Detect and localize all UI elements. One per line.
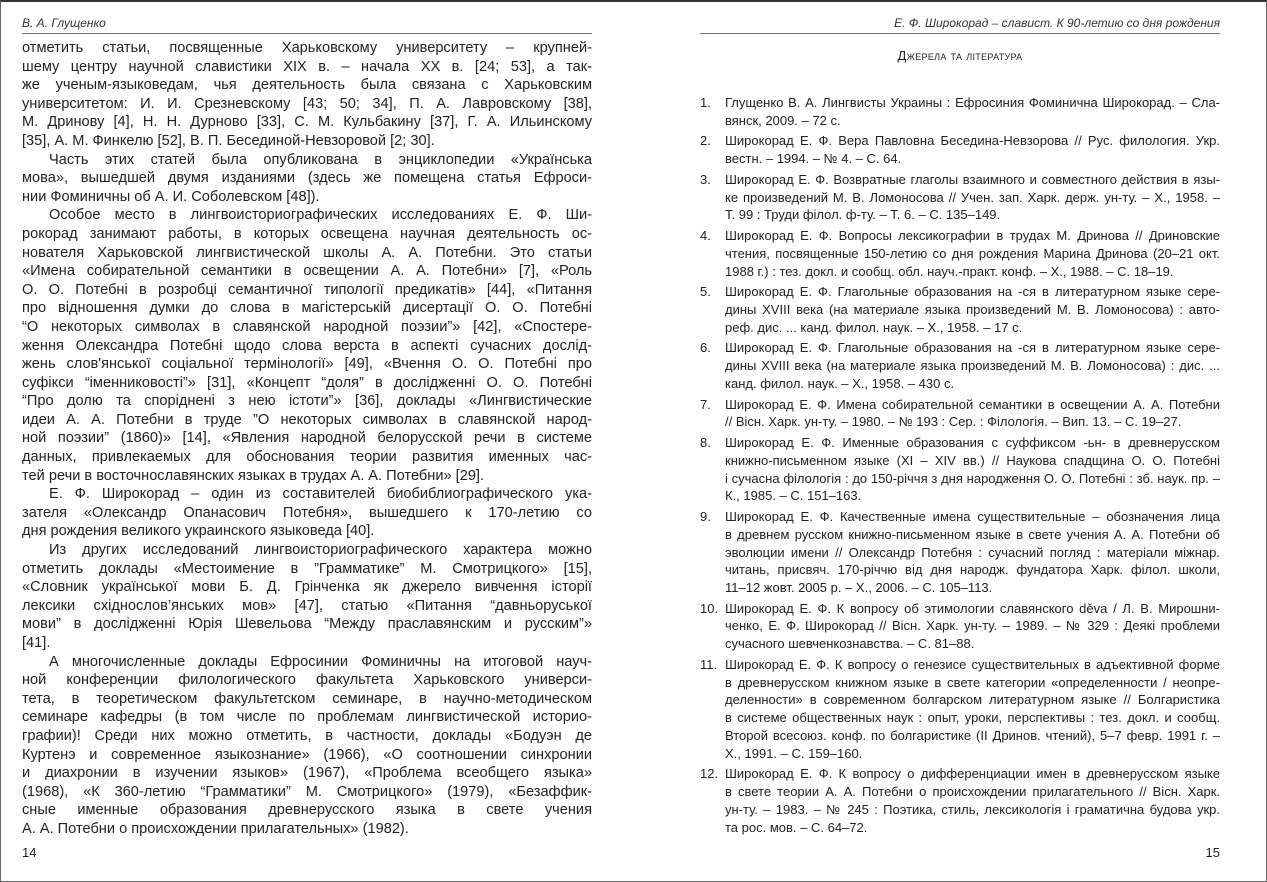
text-line: же ученым-языковедам, чья деятельность была связана с Харьковским	[22, 77, 592, 94]
body-text	[22, 39, 592, 839]
text-line: университетом: И. И. Срезневскому [43; 50; 34], П. А. Лавровскому [38],	[22, 95, 592, 112]
reference-item	[700, 132, 1220, 168]
text-line: А. А. Потебни о происхождении прилагательных» (1982).	[22, 820, 409, 837]
reference-line: ченко, Е. Ф. Широкорад // Вісн. Харк. ун-ту. – 1989. – № 329 : Деякі проблеми	[725, 618, 1220, 634]
reference-list	[700, 94, 1220, 839]
reference-number: 9.	[700, 508, 711, 524]
left-page	[22, 0, 592, 881]
paragraph	[22, 485, 592, 541]
running-head-author: В. А. Глущенко	[22, 16, 592, 34]
text-line: лексики східнослов’янських мов» [47], статью «Питання “давньоруської	[22, 597, 592, 614]
reference-line: Широкорад Е. Ф. К вопросу об этимологии славянского děva / Л. В. Мирошни-	[725, 600, 1220, 616]
reference-item	[700, 600, 1220, 653]
text-line: про відношення думки до слова в магістерській дисертації О. О. Потебні	[22, 300, 592, 317]
reference-line: Широкорад Е. Ф. Возвратные глаголы взаимного и совместного действия в язы-	[725, 171, 1220, 187]
right-page	[700, 0, 1220, 881]
reference-item	[700, 283, 1220, 336]
text-line: графии)! Среди них можно отметить, в частности, доклады «Бодуэн де	[22, 727, 592, 744]
reference-line: 11–12 жовт. 2005 р. – Х., 2006. – С. 105–113.	[725, 580, 993, 596]
text-line: рокорад занимают работы, в которых освещена научная деятельность ос-	[22, 225, 592, 242]
reference-line: канд. филол. наук. – Х., 1958. – 430 с.	[725, 375, 955, 391]
reference-line: Широкорад Е. Ф. К вопросу о дифференциации имен в древнерусском языке	[725, 766, 1220, 782]
text-line: отметить доклады «Местоимение в ”Грамматике” М. Смотрицкого» [15],	[22, 560, 592, 577]
reference-line: в системе общественных наук : опыт, уроки, перспективы : тез. докл. и сообщ.	[725, 710, 1220, 726]
reference-line: Второй всесоюз. конф. по болгаристике (II Дринов. чтений), 5–7 февр. 1991 г. –	[725, 728, 1220, 744]
text-line: суфікси “іменниковості”» [31], «Концепт “доля” в дослідженні О. О. Потебні	[22, 374, 592, 391]
reference-item	[700, 396, 1220, 432]
text-line: тей речи в восточнославянских языках в трудах А. А. Потебни» [29].	[22, 467, 485, 484]
reference-line: Широкорад Е. Ф. Вера Павловна Беседина-Невзорова // Рус. филология. Укр.	[725, 133, 1220, 149]
text-line: и диахронии в изучении языков» (1967), «Проблема всеобщего языка»	[22, 765, 592, 782]
reference-line: Широкорад Е. Ф. Качественные имена существительные – обозначения лица	[725, 508, 1220, 524]
page-number: 14	[22, 845, 37, 860]
reference-line: вестн. – 1994. – № 4. – С. 64.	[725, 151, 902, 167]
reference-line: 1988 г.) : тез. докл. и сообщ. обл. науч.-практ. конф. – Х., 1988. – С. 18–19.	[725, 263, 1174, 279]
reference-item	[700, 171, 1220, 224]
reference-number: 12.	[700, 766, 719, 782]
text-line: Часть этих статей была опубликована в энциклопедии «Українська	[49, 151, 592, 168]
reference-line: дины XVIII века (на материале языка произведений М. В. Ломоносова) : авто-	[725, 301, 1220, 317]
reference-line: Широкорад Е. Ф. Глагольные образования на -ся в литературном языке сере-	[725, 340, 1220, 356]
text-line: [41].	[22, 635, 51, 651]
text-line: “О некоторых символах в славянской народной поэзии”» [42], «Спостере-	[22, 318, 592, 335]
reference-number: 7.	[700, 396, 711, 412]
paragraph	[22, 151, 592, 207]
reference-line: в древнерусском книжном языке в свете категории «определенности / неопре-	[725, 674, 1220, 690]
paragraph	[22, 39, 592, 151]
reference-item	[700, 94, 1220, 130]
reference-number: 5.	[700, 284, 711, 300]
reference-line: і сучасна філологія : до 150-річчя з дня народження О. О. Потебні : зб. наук. пр. –	[725, 470, 1220, 486]
reference-line: в свете теории А. А. Потебни о происхождении прилагательного // Вісн. Харк.	[725, 784, 1220, 800]
text-line: Особое место в лингвоисториографических исследованиях Е. Ф. Ши-	[49, 207, 592, 224]
reference-line: // Вісн. Харк. ун-ту. – 1980. – № 193 : Сер. : Філологія. – Вип. 13. – С. 19–27.	[725, 414, 1182, 430]
reference-line: ун-ту. – 1983. – № 245 : Поэтика, стиль, лексикологія і граматична будова укр.	[725, 802, 1220, 818]
reference-number: 1.	[700, 95, 711, 110]
paragraph	[22, 653, 592, 839]
text-line: ной конференции филологического факультета Харьковского универси-	[22, 672, 592, 689]
reference-line: Х., 1991. – С. 159–160.	[725, 745, 863, 761]
reference-number: 2.	[700, 133, 711, 149]
reference-item	[700, 339, 1220, 392]
text-line: “Про долю та споріднені з нею істоти”» [36], доклады «Лингвистические	[22, 393, 592, 410]
running-head-title: Е. Ф. Широкорад – славист. К 90-летию со дня рождения	[700, 16, 1220, 34]
text-line: [35], А. М. Финкелю [52], В. П. Бесединой-Невзоровой [2; 30].	[22, 132, 435, 149]
text-line: шему центру научной славистики XIX в. – начала XX в. [24; 53], а так-	[22, 58, 592, 75]
reference-line: читань, присвяч. 170-річчю від дня народж. фундатора Харк. філол. школи,	[725, 562, 1220, 578]
reference-item	[700, 434, 1220, 505]
reference-line: сучасного шевченкознавства. – С. 81–88.	[725, 636, 975, 652]
text-line: зателя «Олександр Опанасович Потебня», вышедшего к 170-летию со	[22, 504, 592, 521]
reference-number: 10.	[700, 600, 719, 616]
paragraph	[22, 541, 592, 653]
reference-line: Т. 99 : Труди філол. ф-ту. – Т. 6. – С. 135–149.	[725, 207, 1001, 223]
text-line: идеи А. А. Потебни в труде ”О некоторых символах в славянской народ-	[22, 411, 592, 428]
text-line: нии Фоминичны об А. И. Соболевском [48]).	[22, 188, 320, 205]
text-line: «Словник української мови Б. Д. Грінченка як джерело вивчення історії	[22, 579, 592, 596]
reference-item	[700, 656, 1220, 763]
reference-number: 6.	[700, 340, 711, 356]
text-line: ной поэзии” (1860)» [14], «Явления народной белорусской речи в системе	[22, 430, 592, 447]
reference-line: Широкорад Е. Ф. К вопросу о генезисе существительных в адъективной форме	[725, 656, 1220, 672]
reference-number: 4.	[700, 227, 711, 243]
text-line: ження Олександра Потебні щодо слова верста в аспекті сучасних дослід-	[22, 337, 592, 354]
reference-item	[700, 508, 1220, 597]
reference-line: эволюции имени // Олександр Потебня : сучасний погляд : матеріали міжнар.	[725, 544, 1220, 560]
text-line: семинаре кафедры (в том числе по проблемам лингвистической историо-	[22, 709, 592, 726]
text-line: М. Дринову [4], Н. Н. Дурново [33], С. М. Кульбакину [37], Г. А. Ильинскому	[22, 114, 592, 131]
text-line: тета, в теоретическом факультетском семинаре, в научно-методическом	[22, 690, 592, 707]
text-line: О. О. Потебні в розробці семантичної типології предикатів» [44], «Питання	[22, 281, 592, 298]
reference-line: деленности» в современном болгарском литературном языке // Болгаристика	[725, 692, 1220, 708]
text-line: сные именные образования древнерусского языка в свете учения	[22, 802, 592, 819]
reference-line: Широкорад Е. Ф. Имена собирательной семантики в освещении А. А. Потебни	[725, 396, 1220, 412]
reference-item	[700, 765, 1220, 836]
text-line: Из других исследований лингвоисториографического характера можно	[49, 542, 592, 559]
text-line: мова», вышедшей двумя изданиями (здесь же помещена статья Ефроси-	[22, 170, 592, 187]
text-line: отметить статьи, посвященные Харьковскому университету – крупней-	[22, 40, 592, 56]
reference-line: чтения, посвященные 150-летию со дня рождения Марина Дринова (20–21 окт.	[725, 245, 1220, 261]
reference-line: Широкорад Е. Ф. Глагольные образования на -ся в литературном языке сере-	[725, 284, 1220, 300]
text-line: (1968), «К 360-летию “Грамматики” М. Смотрицкого» (1979), «Безаффик-	[22, 783, 592, 800]
reference-line: реф. дис. ... канд. филол. наук. – Х., 1958. – 17 с.	[725, 319, 1023, 335]
reference-line: в древнем русском книжно-письменном языке в свете учения А. А. Потебни об	[725, 526, 1220, 542]
text-line: А многочисленные доклады Ефросинии Фоминичны на итоговой науч-	[49, 653, 592, 670]
reference-line: книжно-письменном языке (XI – XIV вв.) // Наукова спадщина О. О. Потебні	[725, 452, 1220, 468]
section-heading: Джерела та література	[897, 48, 1023, 63]
text-line: дня рождения великого украинского языковеда [40].	[22, 523, 375, 540]
text-line: жень слов'янської соціальної термінології» [49], «Вчення О. О. Потебні про	[22, 356, 592, 373]
reference-number: 3.	[700, 171, 711, 187]
text-line: Куртенэ и современное языкознание» (1966), «О соотношении синхронии	[22, 746, 592, 763]
text-line: нователя Харьковской лингвистической школы А. А. Потебни. Это статьи	[22, 244, 592, 261]
reference-line: вянск, 2009. – 72 с.	[725, 112, 841, 128]
reference-line: К., 1985. – С. 151–163.	[725, 488, 862, 504]
page-number: 15	[1205, 845, 1220, 860]
reference-item	[700, 227, 1220, 280]
paragraph	[22, 206, 592, 485]
reference-line: Широкорад Е. Ф. Именные образования с суффиксом -ьн- в древнерусском	[725, 434, 1220, 450]
text-line: «Имена собирательной семантики в освещении А. А. Потебни» [7], «Роль	[22, 263, 592, 280]
reference-line: та рос. мов. – С. 64–72.	[725, 819, 868, 835]
text-line: мови” в дослідженні Юрія Шевельова “Между праславянским и русским”»	[22, 616, 592, 633]
reference-line: Широкорад Е. Ф. Вопросы лексикографии в трудах М. Дринова // Дриновские	[725, 227, 1220, 243]
text-line: данных, привлекаемых для обоснования теории развития именных час-	[22, 449, 592, 466]
reference-line: дины XVIII века (на материале языка произведений М. В. Ломоносова) : дис. ...	[725, 358, 1220, 374]
reference-number: 11.	[700, 656, 718, 672]
reference-line: Глущенко В. А. Лингвисты Украины : Ефросиния Фоминична Широкорад. – Сла-	[725, 95, 1220, 110]
reference-line: ке произведений М. В. Ломоносова // Учен. зап. Харк. держ. ун-ту. – Х., 1958. –	[725, 189, 1220, 205]
reference-number: 8.	[700, 434, 711, 450]
text-line: Е. Ф. Широкорад – один из составителей биобиблиографического ука-	[49, 486, 592, 503]
